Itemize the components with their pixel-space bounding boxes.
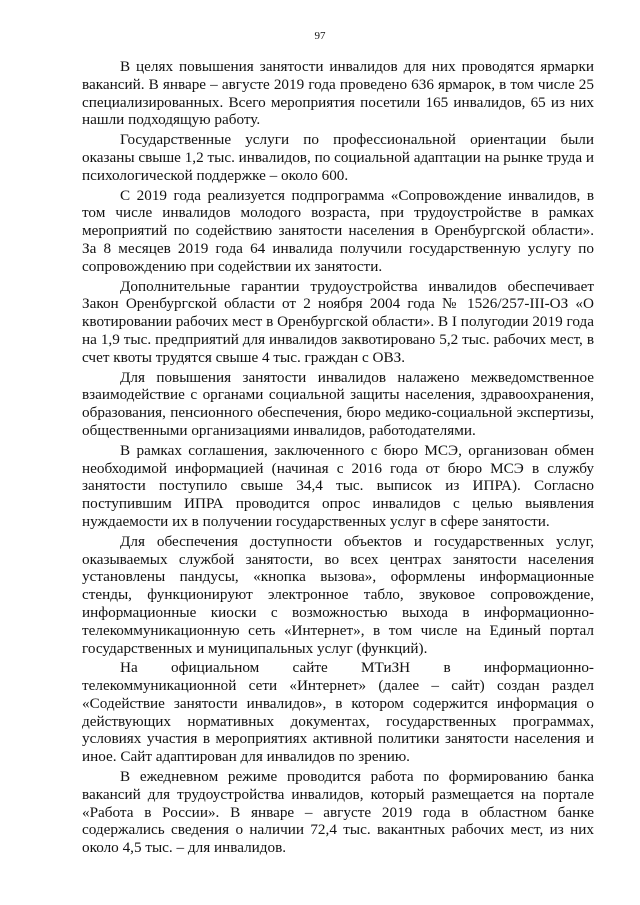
paragraph-accessibility: Для обеспечения доступности объектов и государственных услуг, оказываемых службой занятости, во всех центрах занятости населения установлены пандусы, «кнопка вызова», оформлены информационные стенды, функционируют электронное табло, звуковое сопровождение, информационные киоски с возможностью выхода в информационно-телекоммуникационную сеть «Интернет», в том числе на Единый портал государственных и муниципальных услуг (функций). — [82, 532, 594, 657]
paragraph-quota-law: Дополнительные гарантии трудоустройства инвалидов обеспечивает Закон Оренбургской области от 2 ноября 2004 года № 1526/257-III-ОЗ «О квотировании рабочих мест в Оренбургской области». В I полугодии 2019 года на 1,9 тыс. предприятий для инвалидов заквотировано 5,2 тыс. рабочих мест, в счет квоты трудятся свыше 4 тыс. граждан с ОВЗ. — [82, 277, 594, 366]
paragraph-career-guidance: Государственные услуги по профессиональной ориентации были оказаны свыше 1,2 тыс. инвалидов, по социальной адаптации на рынке труда и психологической поддержке – около 600. — [82, 131, 594, 184]
paragraph-job-fairs: В целях повышения занятости инвалидов для них проводятся ярмарки вакансий. В январе – августе 2019 года проведено 636 ярмарок, в том числе 25 специализированных. Всего мероприятия посетили 165 инвалидов, 65 из них нашли подходящую работу. — [82, 58, 594, 129]
paragraph-interagency-cooperation: Для повышения занятости инвалидов налажено межведомственное взаимодействие с органами социальной защиты населения, здравоохранения, образования, пенсионного обеспечения, бюро медико-социальной экспертизы, общественными организациями инвалидов, работодателями. — [82, 368, 594, 439]
paragraph-website-section: На официальном сайте МТиЗН в информационно-телекоммуникационной сети «Интернет» (далее – сайт) создан раздел «Содействие занятости инвалидов», в котором содержится информация о действующих нормативных документах, государственных программах, условиях участия в мероприятиях активной политики занятости населения и иное. Сайт адаптирован для инвалидов по зрению. — [82, 659, 594, 766]
paragraph-support-subprogram: С 2019 года реализуется подпрограмма «Сопровождение инвалидов, в том числе инвалидов молодого возраста, при трудоустройстве в рамках мероприятий по содействию занятости населения в Оренбургской области». За 8 месяцев 2019 года 64 инвалида получили государственную услугу по сопровождению при содействии их занятости. — [82, 186, 594, 275]
page-number: 97 — [314, 30, 326, 42]
paragraph-vacancy-bank: В ежедневном режиме проводится работа по формированию банка вакансий для трудоустройства инвалидов, который размещается на портале «Работа в России». В январе – августе 2019 года в областном банке содержались сведения о наличии 72,4 тыс. вакантных рабочих мест, из них около 4,5 тыс. – для инвалидов. — [82, 768, 594, 857]
document-body — [82, 58, 594, 859]
paragraph-mse-agreement: В рамках соглашения, заключенного с бюро МСЭ, организован обмен необходимой информацией (начиная с 2016 года от бюро МСЭ в службу занятости поступило свыше 34,4 тыс. выписок из ИПРА). Согласно поступившим ИПРА проводится опрос инвалидов с целью выявления нуждаемости их в получении государственных услуг в сфере занятости. — [82, 441, 594, 530]
